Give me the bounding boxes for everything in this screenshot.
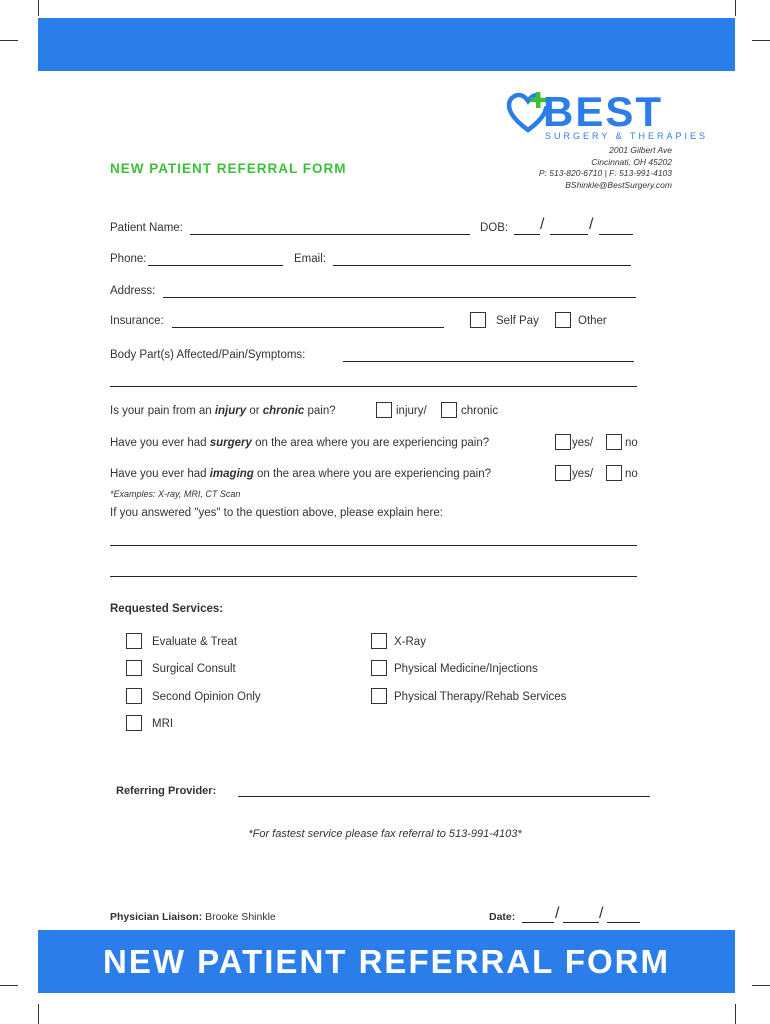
- physical-medicine-label: Physical Medicine/Injections: [394, 663, 538, 675]
- imaging-no-label: no: [625, 468, 638, 480]
- referring-provider-field[interactable]: [238, 796, 650, 797]
- imaging-examples-note: *Examples: X-ray, MRI, CT Scan: [110, 489, 241, 499]
- physical-medicine-checkbox[interactable]: [371, 660, 387, 676]
- fax-instruction: *For fastest service please fax referral to 513-991-4103*: [248, 828, 522, 840]
- other-label: Other: [578, 315, 607, 327]
- footer-title: NEW PATIENT REFERRAL FORM: [38, 930, 735, 993]
- date-day-field[interactable]: [563, 922, 599, 923]
- physical-therapy-label: Physical Therapy/Rehab Services: [394, 691, 567, 703]
- logo-wordmark: BEST: [543, 88, 664, 135]
- surgery-question: Have you ever had surgery on the area where you are experiencing pain?: [110, 437, 490, 449]
- self-pay-label: Self Pay: [496, 315, 539, 327]
- address-line: Cincinnati, OH 45202: [591, 156, 672, 167]
- pain-type-question: Is your pain from an injury or chronic pain?: [110, 405, 336, 417]
- surgical-consult-label: Surgical Consult: [152, 663, 236, 675]
- dob-label: DOB:: [480, 222, 509, 234]
- address-label: Address:: [110, 285, 156, 297]
- referring-provider-label: Referring Provider:: [116, 785, 217, 797]
- email-field[interactable]: [333, 265, 631, 266]
- mri-label: MRI: [152, 718, 174, 730]
- self-pay-checkbox[interactable]: [470, 312, 486, 328]
- surgery-yes-label: yes/: [572, 437, 594, 449]
- physical-therapy-checkbox[interactable]: [371, 688, 387, 704]
- x-ray-checkbox[interactable]: [371, 633, 387, 649]
- explain-instruction: If you answered "yes" to the question above, please explain here:: [110, 507, 443, 519]
- address-field[interactable]: [163, 297, 636, 298]
- explain-field-line-2[interactable]: [110, 576, 637, 577]
- body-parts-label: Body Part(s) Affected/Pain/Symptoms:: [110, 349, 306, 361]
- header-band: [38, 18, 735, 71]
- date-label: Date:: [489, 911, 516, 923]
- physician-liaison: Physician Liaison: Brooke Shinkle: [110, 911, 276, 923]
- date-separator: /: [599, 905, 604, 922]
- date-separator: /: [589, 216, 594, 233]
- surgical-consult-checkbox[interactable]: [126, 660, 142, 676]
- mri-checkbox[interactable]: [126, 715, 142, 731]
- date-separator: /: [540, 216, 545, 233]
- patient-name-label: Patient Name:: [110, 222, 183, 234]
- phone-label: Phone:: [110, 253, 147, 265]
- dob-year-field[interactable]: [599, 234, 633, 235]
- imaging-no-checkbox[interactable]: [606, 465, 622, 481]
- injury-checkbox[interactable]: [376, 402, 392, 418]
- date-year-field[interactable]: [607, 922, 640, 923]
- chronic-label: chronic: [461, 405, 499, 417]
- crop-mark: [0, 985, 18, 986]
- date-month-field[interactable]: [522, 922, 554, 923]
- crop-mark: [38, 0, 39, 16]
- address-line: BShinkle@BestSurgery.com: [565, 179, 672, 190]
- body-parts-field-continued[interactable]: [110, 386, 637, 387]
- imaging-yes-label: yes/: [572, 468, 594, 480]
- chronic-checkbox[interactable]: [441, 402, 457, 418]
- form-title: NEW PATIENT REFERRAL FORM: [110, 161, 347, 176]
- clinic-address: [539, 145, 672, 191]
- crop-mark: [38, 1004, 39, 1024]
- email-label: Email:: [294, 253, 326, 265]
- surgery-no-label: no: [625, 437, 638, 449]
- requested-services-heading: Requested Services:: [110, 603, 224, 615]
- address-line: P: 513-820-6710 | F: 513-991-4103: [538, 168, 672, 178]
- crop-mark: [752, 40, 770, 41]
- surgery-no-checkbox[interactable]: [606, 434, 622, 450]
- insurance-field[interactable]: [172, 327, 444, 328]
- injury-label: injury/: [396, 405, 427, 417]
- second-opinion-label: Second Opinion Only: [152, 691, 261, 703]
- body-parts-field[interactable]: [343, 361, 634, 362]
- insurance-label: Insurance:: [110, 315, 164, 327]
- crop-mark: [0, 40, 18, 41]
- explain-field-line-1[interactable]: [110, 545, 637, 546]
- crop-mark: [735, 0, 736, 16]
- imaging-yes-checkbox[interactable]: [555, 465, 571, 481]
- x-ray-label: X-Ray: [394, 636, 426, 648]
- dob-day-field[interactable]: [550, 234, 588, 235]
- crop-mark: [735, 1004, 736, 1024]
- second-opinion-checkbox[interactable]: [126, 688, 142, 704]
- surgery-yes-checkbox[interactable]: [555, 434, 571, 450]
- evaluate-treat-checkbox[interactable]: [126, 633, 142, 649]
- evaluate-treat-label: Evaluate & Treat: [152, 636, 238, 648]
- other-checkbox[interactable]: [555, 312, 571, 328]
- logo-subtitle: SURGERY & THERAPIES: [545, 131, 709, 141]
- patient-name-field[interactable]: [190, 234, 470, 235]
- dob-month-field[interactable]: [514, 234, 540, 235]
- address-line: 2001 Gilbert Ave: [609, 145, 672, 155]
- imaging-question: Have you ever had imaging on the area where you are experiencing pain?: [110, 468, 492, 480]
- crop-mark: [752, 985, 770, 986]
- date-separator: /: [555, 905, 560, 922]
- phone-field[interactable]: [148, 265, 283, 266]
